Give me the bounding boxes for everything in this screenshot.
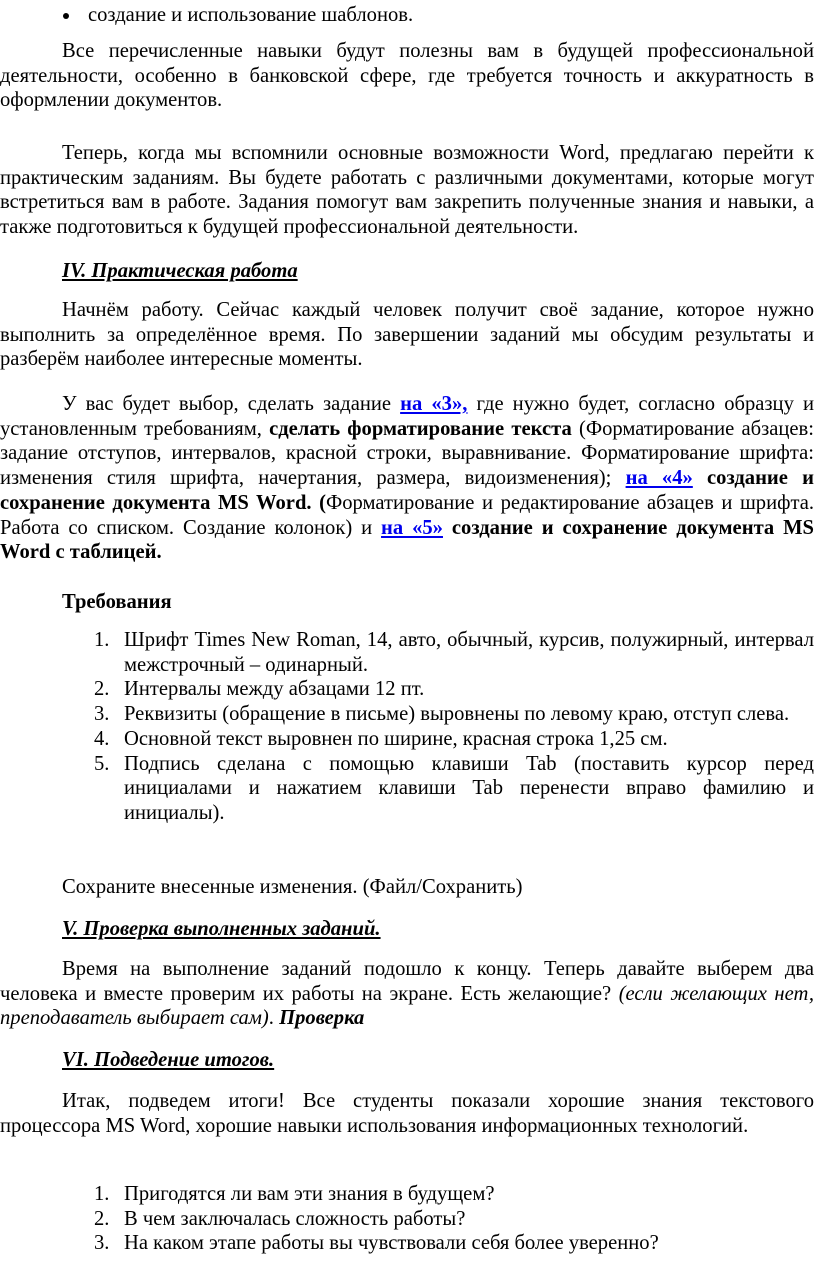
list-item-text: Основной текст выровнен по ширине, красная строка 1,25 см. — [124, 727, 668, 750]
choice-text-3: (Форматирование абзацев: задание отступов, интервалов, красной строки, выравнивание. Форматирование шрифта: изменения стиля шрифта, начертания, размера, видоизменения); — [0, 417, 814, 490]
list-item — [0, 1207, 814, 1232]
list-item — [0, 1231, 814, 1256]
choice-text-2: где нужно будет, согласно образцу и установленным требованиям, — [0, 393, 814, 440]
choice-bold-1: сделать форматирование текста — [269, 417, 572, 440]
list-item-number: 2. — [94, 678, 110, 701]
section-heading-iv: IV. Практическая работа — [62, 260, 298, 282]
list-item — [0, 752, 814, 826]
check-italic: (если желающих нет, преподаватель выбирает сам) — [0, 982, 815, 1030]
section-heading-vi: VI. Подведение итогов. — [62, 1049, 275, 1071]
choice-bold-3: создание и сохранение документа MS Word с таблицей. — [0, 516, 815, 564]
list-item-number: 3. — [94, 1232, 110, 1255]
questions-list — [0, 1182, 814, 1256]
paragraph-check — [0, 957, 814, 1031]
list-item — [0, 677, 814, 702]
list-item-number: 5. — [94, 752, 110, 775]
bullet-item — [0, 2, 816, 28]
list-item-number: 1. — [94, 1183, 110, 1205]
list-item — [0, 702, 814, 727]
list-item — [0, 628, 814, 677]
save-note: Сохраните внесенные изменения. (Файл/Сохранить) — [62, 876, 523, 898]
list-item-text: В чем заключалась сложность работы? — [124, 1207, 466, 1230]
list-item-text: Реквизиты (обращение в письме) выровнены по левому краю, отступ слева. — [124, 703, 790, 726]
requirements-list — [0, 628, 814, 826]
bullet-item-text: создание и использование шаблонов. — [88, 4, 414, 26]
paragraph-start-work: Начнём работу. Сейчас каждый человек получит своё задание, которое нужно выполнить за определённое время. По завершении заданий мы обсудим результаты и разберём наиболее интересные моменты. — [0, 299, 814, 371]
list-item-text: Подпись сделана с помощью клавиши Tab (поставить курсор перед инициалами и нажатием клавиши Tab перенести вправо фамилию и инициалы). — [124, 752, 814, 824]
choice-space-1 — [693, 467, 707, 489]
list-item-number: 4. — [94, 727, 110, 750]
paragraph-summary: Итак, подведем итоги! Все студенты показали хорошие знания текстового процессора MS Word, хорошие навыки использования информационных технологий. — [0, 1090, 814, 1137]
bullet-dot-icon — [63, 13, 69, 19]
link-grade-5[interactable]: на «5» — [381, 516, 443, 539]
paragraph-skills: Все перечисленные навыки будут полезны вам в будущей профессиональной деятельности, особенно в банковской сфере, где требуется точность и аккуратность в оформлении документов. — [0, 40, 814, 112]
check-bold-italic: Проверка — [279, 1007, 365, 1030]
check-text-2: . — [268, 1007, 280, 1030]
list-item — [0, 727, 814, 752]
list-item — [0, 1182, 814, 1207]
section-heading-v: V. Проверка выполненных заданий. — [62, 918, 381, 940]
list-item-number: 2. — [94, 1207, 110, 1230]
link-grade-3[interactable]: на «3», — [400, 393, 468, 415]
choice-text-1: У вас будет выбор, сделать задание — [62, 393, 401, 415]
choice-bold-2: создание и сохранение документа MS Word. ( — [0, 467, 814, 514]
list-item-number: 3. — [94, 703, 110, 726]
paragraph-task-choice — [0, 392, 814, 565]
list-item-text: На каком этапе работы вы чувствовали себя более уверенно? — [124, 1232, 659, 1255]
choice-text-5: Форматирование и редактирование абзацев и шрифта. Работа со списком. Создание колонок) и — [0, 491, 815, 539]
check-text-1: Время на выполнение заданий подошло к концу. Теперь давайте выберем два человека и вместе проверим их работы на экране. Есть желающие? — [0, 958, 814, 1005]
list-item-text: Пригодятся ли вам эти знания в будущем? — [124, 1183, 495, 1205]
list-item-text: Шрифт Times New Roman, 14, авто, обычный, курсив, полужирный, интервал межстрочный – одинарный. — [124, 629, 814, 676]
list-item-text: Интервалы между абзацами 12 пт. — [124, 678, 425, 701]
list-item-number: 1. — [94, 629, 110, 651]
requirements-heading: Требования — [62, 591, 172, 613]
choice-space-2 — [443, 517, 452, 539]
paragraph-practice-intro: Теперь, когда мы вспомнили основные возможности Word, предлагаю перейти к практическим заданиям. Вы будете работать с различными документами, которые могут встретиться вам в работе. Задания помогут вам закрепить полученные знания и навыки, а также подготовиться к будущей профессиональной деятельности. — [0, 142, 814, 239]
link-grade-4[interactable]: на «4» — [625, 467, 693, 490]
